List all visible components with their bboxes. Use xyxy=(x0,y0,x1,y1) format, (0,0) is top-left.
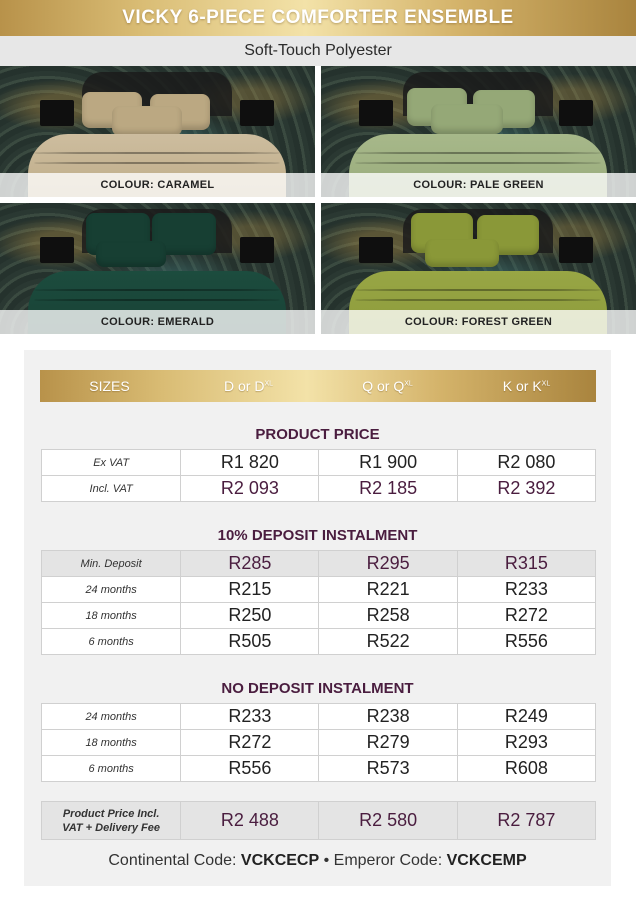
product-photo-forest-green xyxy=(321,203,636,334)
table-row: Incl. VAT R2 093 R2 185 R2 392 xyxy=(42,476,596,502)
emperor-code: VCKCEMP xyxy=(446,852,527,869)
photo-caption: COLOUR: PALE GREEN xyxy=(321,173,636,197)
emperor-code-label: Emperor Code: xyxy=(333,852,443,869)
photo-caption: COLOUR: CARAMEL xyxy=(0,173,315,197)
size-column-double: D or $D^{XL}$ xyxy=(223,378,273,394)
section-title-product-price: PRODUCT PRICE xyxy=(255,426,380,443)
section-title-no-deposit-instalment: NO DEPOSIT INSTALMENT xyxy=(221,680,414,697)
table-row: 24 months R215 R221 R233 xyxy=(42,577,596,603)
page-title: VICKY 6-PIECE COMFORTER ENSEMBLE xyxy=(122,7,514,28)
product-photo-pale-green xyxy=(321,66,636,197)
table-row: Product Price Incl. VAT + Delivery Fee R2 488 R2 580 R2 787 xyxy=(42,802,596,840)
size-column-queen: Q or $Q^{XL}$ xyxy=(362,378,413,394)
subtitle-bar xyxy=(0,36,636,66)
table-row: Ex VAT R1 820 R1 900 R2 080 xyxy=(42,450,596,476)
product-codes xyxy=(24,852,611,870)
photo-caption: COLOUR: EMERALD xyxy=(0,310,315,334)
table-row: 24 months R233 R238 R249 xyxy=(42,704,596,730)
section-title-deposit-instalment: 10% DEPOSIT INSTALMENT xyxy=(217,527,418,544)
table-row: 18 months R250 R258 R272 xyxy=(42,603,596,629)
title-banner xyxy=(0,0,636,36)
sizes-label: SIZES xyxy=(89,378,130,394)
continental-code: VCKCECP xyxy=(240,852,320,869)
table-row: Min. Deposit R285 R295 R315 xyxy=(42,551,596,577)
table-row: 6 months R556 R573 R608 xyxy=(42,756,596,782)
deposit-instalment-table xyxy=(41,550,596,655)
photo-caption: COLOUR: FOREST GREEN xyxy=(321,310,636,334)
table-row: 6 months R505 R522 R556 xyxy=(42,629,596,655)
sizes-header xyxy=(40,370,596,402)
page-subtitle: Soft-Touch Polyester xyxy=(244,42,392,59)
no-deposit-instalment-table xyxy=(41,703,596,782)
product-price-table xyxy=(41,449,596,502)
delivery-price-table xyxy=(41,801,596,840)
size-column-king: K or $K^{XL}$ xyxy=(502,378,551,394)
code-separator: • xyxy=(323,852,330,869)
product-photo-emerald xyxy=(0,203,315,334)
delivery-label: Product Price Incl. VAT + Delivery Fee xyxy=(42,802,181,840)
continental-code-label: Continental Code: xyxy=(108,852,237,869)
product-photo-caramel xyxy=(0,66,315,197)
table-row: 18 months R272 R279 R293 xyxy=(42,730,596,756)
